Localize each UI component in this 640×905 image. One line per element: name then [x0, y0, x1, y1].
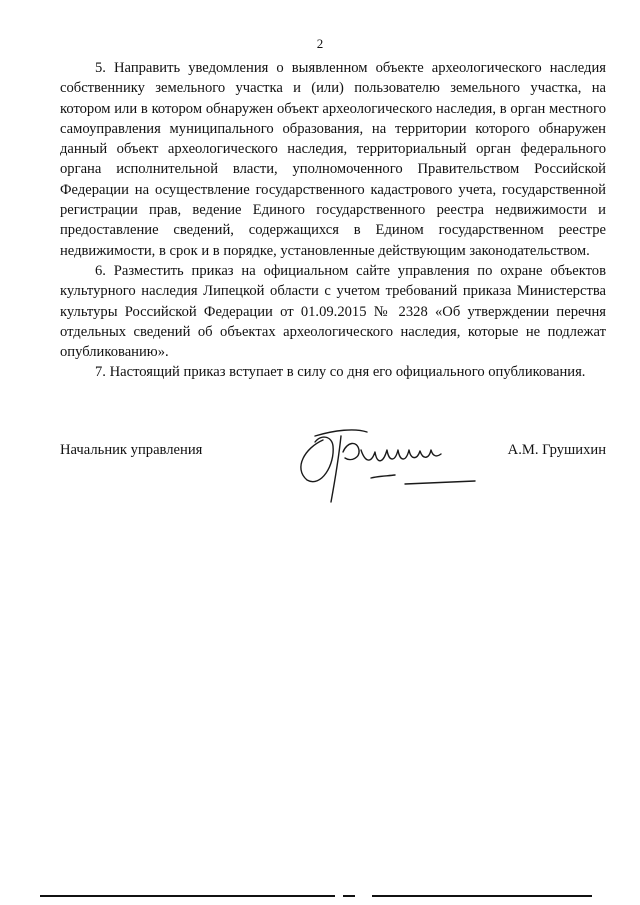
page-number: 2 [316, 36, 324, 51]
signature-stroke-bar [315, 430, 367, 436]
footer-scan-line [0, 893, 640, 899]
document-body [60, 58, 606, 383]
signature-block [60, 440, 606, 510]
paragraph-6: 6. Разместить приказ на официальном сайте управления по охране объектов культурного наследия Липецкой области с учетом требований приказа Министерства культуры Российской Федерации от 01.09.2015 № 2328 «Об утверждении перечня отдельных сведений об объектах археологического наследия, которые не подлежат опубликованию». [60, 262, 606, 361]
paragraph-7: 7. Настоящий приказ вступает в силу со дня его официального опубликования. [95, 364, 586, 381]
signature-stroke-dash [371, 475, 395, 478]
signature-stroke-letters [361, 450, 441, 461]
footer-line-segment-2 [343, 895, 355, 897]
footer-line-segment-1 [40, 895, 335, 897]
paragraph-5: 5. Направить уведомления о выявленном объекте археологического наследия собственнику земельного участка и (или) пользователю земельного участка, на котором или в котором обнаружен объект археологического наследия, в орган местного самоуправления муниципального образования, на территории которого обнаружен данный объект археологического наследия, территориальный орган федерального органа исполнительной власти, уполномоченного Правительством Российской Федерации на осуществление государственного кадастрового учета, государственной регистрации прав, ведение Единого государственного реестра недвижимости и предоставление сведений, содержащихся в Едином государственном реестре недвижимости, в срок и в порядке, установленные действующим законодательством. [60, 60, 606, 259]
signatory-position: Начальник управления [60, 442, 203, 458]
footer-line-segment-3 [372, 895, 592, 897]
signature-stroke-underline [405, 481, 475, 484]
signature-stroke-loop [301, 437, 333, 482]
signatory-name: А.М. Грушихин [507, 442, 606, 458]
handwritten-signature [285, 410, 495, 505]
signature-stroke-p [343, 443, 359, 459]
